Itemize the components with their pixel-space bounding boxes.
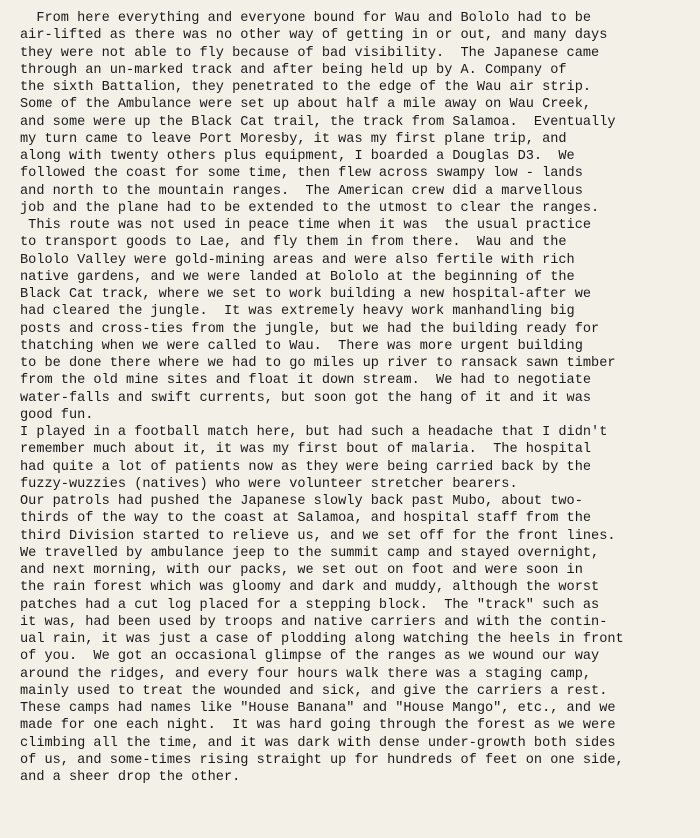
text-line: fuzzy-wuzzies (natives) who were volunteer stretcher bearers. <box>20 476 518 492</box>
text-line: to be done there where we had to go miles up river to ransack sawn timber <box>20 356 616 371</box>
text-line: These camps had names like "House Banana" and "House Mango", etc., and we <box>20 701 616 716</box>
text-line: had cleared the jungle. It was extremely heavy work manhandling big <box>20 304 575 320</box>
text-line: they were not able to fly because of bad visibility. The Japanese came <box>20 45 600 61</box>
text-line: third Division started to relieve us, and we set off for the front lines. <box>20 528 616 544</box>
text-line: and north to the mountain ranges. The American crew did a marvellous <box>20 183 583 199</box>
text-line: Some of the Ambulance were set up about half a mile away on Wau Creek, <box>20 97 592 113</box>
text-line: job and the plane had to be extended to the utmost to clear the ranges. <box>20 200 600 216</box>
text-line: and some were up the Black Cat trail, the track from Salamoa. Eventually <box>20 114 616 130</box>
text-line: through an un-marked track and after being held up by A. Company of <box>20 62 567 78</box>
text-line: posts and cross-ties from the jungle, but we had the building ready for <box>20 321 600 337</box>
text-line: of us, and some-times rising straight up for hundreds of feet on one side, <box>20 752 624 768</box>
text-line: and a sheer drop the other. <box>20 770 241 785</box>
text-line: Black Cat track, where we set to work building a new hospital-after we <box>20 287 592 302</box>
text-line: thatching when we were called to Wau. There was more urgent building <box>20 338 583 354</box>
text-line: along with twenty others plus equipment, I boarded a Douglas D3. We <box>20 149 575 164</box>
text-line: mainly used to treat the wounded and sick, and give the carriers a rest. <box>20 683 608 699</box>
text-line: and next morning, with our packs, we set out on foot and were soon in <box>20 563 583 578</box>
text-line: my turn came to leave Port Moresby, it was my first plane trip, and <box>20 131 567 147</box>
text-line: native gardens, and we were landed at Bololo at the beginning of the <box>20 269 575 285</box>
text-line: the rain forest which was gloomy and dark and muddy, although the worst <box>20 580 600 596</box>
text-line: climbing all the time, and it was dark with dense under-growth both sides <box>20 735 616 751</box>
text-line: Our patrols had pushed the Japanese slowly back past Mubo, about two- <box>20 494 583 509</box>
text-line: ual rain, it was just a case of plodding along watching the heels in front <box>20 632 624 647</box>
text-line: I played in a football match here, but had such a headache that I didn't <box>20 425 608 440</box>
text-line: around the ridges, and every four hours walk there was a staging camp, <box>20 666 592 682</box>
text-line: remember much about it, it was my first bout of malaria. The hospital <box>20 442 592 458</box>
text-line: the sixth Battalion, they penetrated to the edge of the Wau air strip. <box>20 80 592 95</box>
text-line: followed the coast for some time, then flew across swampy low - lands <box>20 166 583 182</box>
text-line: of you. We got an occasional glimpse of the ranges as we wound our way <box>20 649 600 665</box>
text-line: had quite a lot of patients now as they were being carried back by the <box>20 459 592 475</box>
text-line: it was, had been used by troops and native carriers and with the contin- <box>20 614 608 630</box>
text-line: We travelled by ambulance jeep to the summit camp and stayed overnight, <box>20 545 600 561</box>
text-line: thirds of the way to the coast at Salamoa, and hospital staff from the <box>20 511 592 527</box>
body-text <box>20 10 692 786</box>
text-line: patches had a cut log placed for a stepping block. The "track" such as <box>20 597 600 613</box>
text-line: from the old mine sites and float it down stream. We had to negotiate <box>20 373 592 389</box>
text-line: This route was not used in peace time when it was the usual practice <box>20 218 592 233</box>
text-line: air-lifted as there was no other way of getting in or out, and many days <box>20 28 608 44</box>
text-line: good fun. <box>20 407 94 423</box>
text-line: From here everything and everyone bound for Wau and Bololo had to be <box>20 11 592 26</box>
text-line: Bololo Valley were gold-mining areas and were also fertile with rich <box>20 252 575 268</box>
text-line: made for one each night. It was hard going through the forest as we were <box>20 718 616 734</box>
text-line: to transport goods to Lae, and fly them in from there. Wau and the <box>20 235 567 251</box>
text-line: water-falls and swift currents, but soon got the hang of it and it was <box>20 390 592 406</box>
